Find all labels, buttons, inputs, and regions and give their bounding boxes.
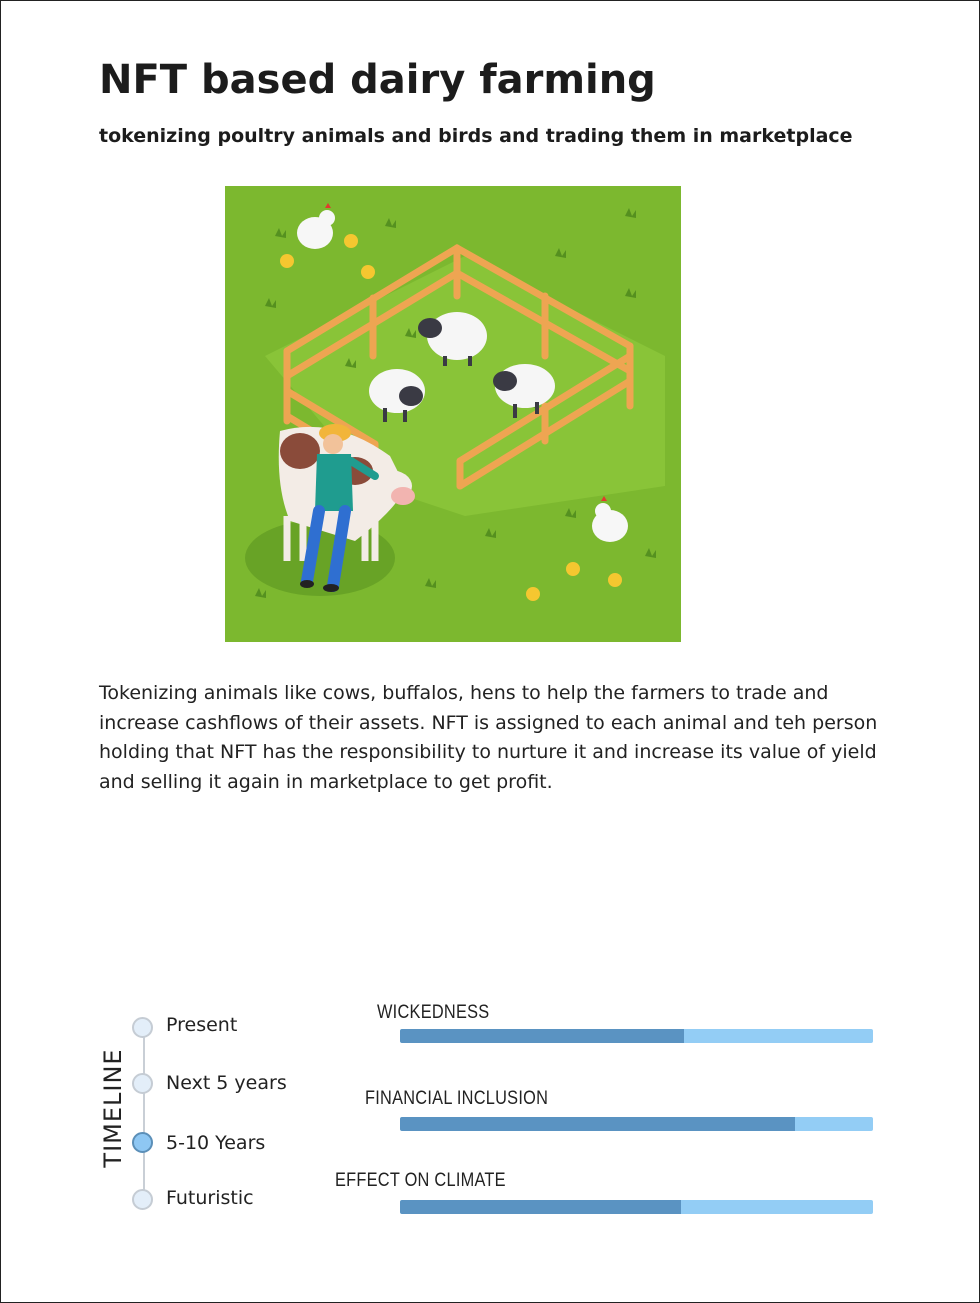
- metric-bar-wickedness: [400, 1029, 873, 1043]
- metric-bar-effect-on-climate: [400, 1200, 873, 1214]
- timeline-label: TIMELINE: [99, 1048, 127, 1168]
- page-subtitle: tokenizing poultry animals and birds and trading them in marketplace: [99, 125, 853, 147]
- timeline-label-present: Present: [166, 1014, 238, 1036]
- timeline-label-next-5-years: Next 5 years: [166, 1072, 287, 1094]
- timeline-line: [143, 1027, 145, 1200]
- metric-bar-financial-inclusion: [400, 1117, 873, 1131]
- metric-label-effect-on-climate: EFFECT ON CLIMATE: [335, 1170, 506, 1191]
- timeline-node-5-10-years[interactable]: [132, 1132, 153, 1153]
- metric-label-financial-inclusion: FINANCIAL INCLUSION: [365, 1088, 549, 1109]
- metric-label-wickedness: WICKEDNESS: [377, 1002, 490, 1023]
- timeline-node-futuristic[interactable]: [132, 1189, 153, 1210]
- timeline-label-futuristic: Futuristic: [166, 1187, 254, 1209]
- metric-bar-fill-effect-on-climate: [400, 1200, 681, 1214]
- timeline-node-present[interactable]: [132, 1017, 153, 1038]
- timeline-node-next-5-years[interactable]: [132, 1073, 153, 1094]
- farm-illustration: [225, 186, 681, 642]
- metric-bar-fill-financial-inclusion: [400, 1117, 795, 1131]
- page-title: NFT based dairy farming: [99, 57, 656, 103]
- metric-bar-fill-wickedness: [400, 1029, 684, 1043]
- farm-illustration-svg: [225, 186, 681, 642]
- description-paragraph: Tokenizing animals like cows, buffalos, hens to help the farmers to trade and increase cashflows of their assets. NFT is assigned to each animal and teh person holding that NFT has the responsibility to nurture it and increase its value of yield and selling it again in marketplace to get profit.: [99, 682, 878, 793]
- timeline-label-5-10-years: 5-10 Years: [166, 1132, 266, 1154]
